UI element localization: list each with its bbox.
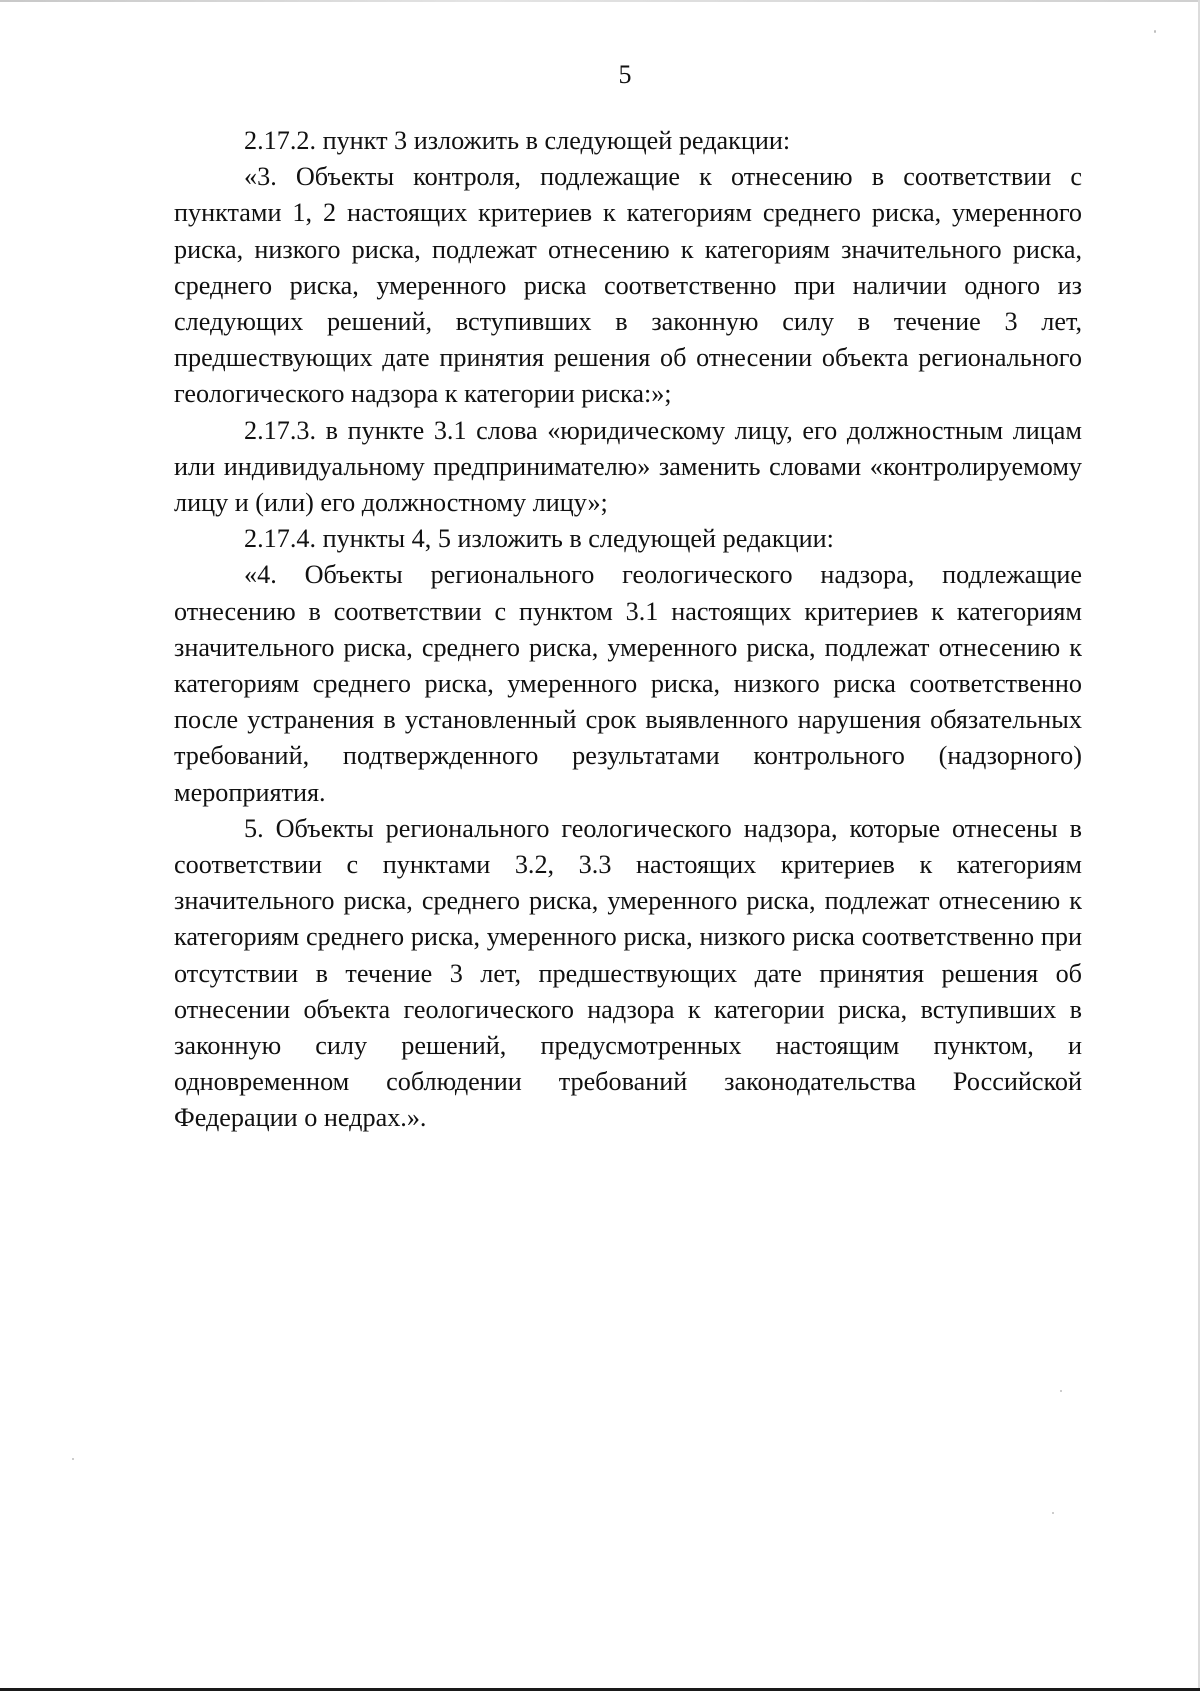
scan-speck — [1154, 30, 1156, 33]
paragraph-item-5: 5. Объекты регионального геологического надзора, которые отнесены в соответствии с пунктами 3.2, 3.3 настоящих критериев к категориям значительного риска, среднего риска, умеренного риска, подлежат отнесению к категориям среднего риска, умеренного риска, низкого риска соответственно при отсутствии в течение 3 лет, предшествующих дате принятия решения об отнесении объекта геологического надзора к категории риска, вступивших в законную силу решений, предусмотренных настоящим пунктом, и одновременном соблюдении требований законодательства Российской Федерации о недрах.». — [174, 813, 1082, 1133]
paragraph-item-3: «3. Объекты контроля, подлежащие к отнесению в соответствии с пунктами 1, 2 настоящих критериев к категориям среднего риска, умеренного риска, низкого риска, подлежат отнесению к категориям значительного риска, среднего риска, умеренного риска соответственно при наличии одного из следующих решений, вступивших в законную силу в течение 3 лет, предшествующих дате принятия решения об отнесении объекта регионального геологического надзора к категории риска:»; — [174, 162, 1082, 409]
page-number: 5 — [618, 60, 632, 89]
document-body — [174, 123, 1082, 1137]
scan-speck — [1060, 1390, 1062, 1392]
paragraph-2-17-3: 2.17.3. в пункте 3.1 слова «юридическому лицу, его должностным лицам или индивидуальному предпринимателю» заменить словами «контролируемому лицу и (или) его должностному лицу»; — [174, 415, 1082, 518]
paragraph-2-17-2: 2.17.2. пункт 3 изложить в следующей редакции: — [244, 126, 791, 155]
paragraph-item-4: «4. Объекты регионального геологического надзора, подлежащие отнесению в соответствии с пунктом 3.1 настоящих критериев к категориям значительного риска, среднего риска, умеренного риска, подлежат отнесению к категориям среднего риска, умеренного риска, низкого риска соответственно после устранения в установленный срок выявленного нарушения обязательных требований, подтвержденного результатами контрольного (надзорного) мероприятия. — [174, 560, 1082, 807]
scan-speck — [1052, 1512, 1054, 1514]
paragraph-2-17-4: 2.17.4. пункты 4, 5 изложить в следующей редакции: — [244, 524, 834, 554]
scan-edge-top — [0, 0, 1200, 2]
scan-speck — [72, 1458, 74, 1460]
